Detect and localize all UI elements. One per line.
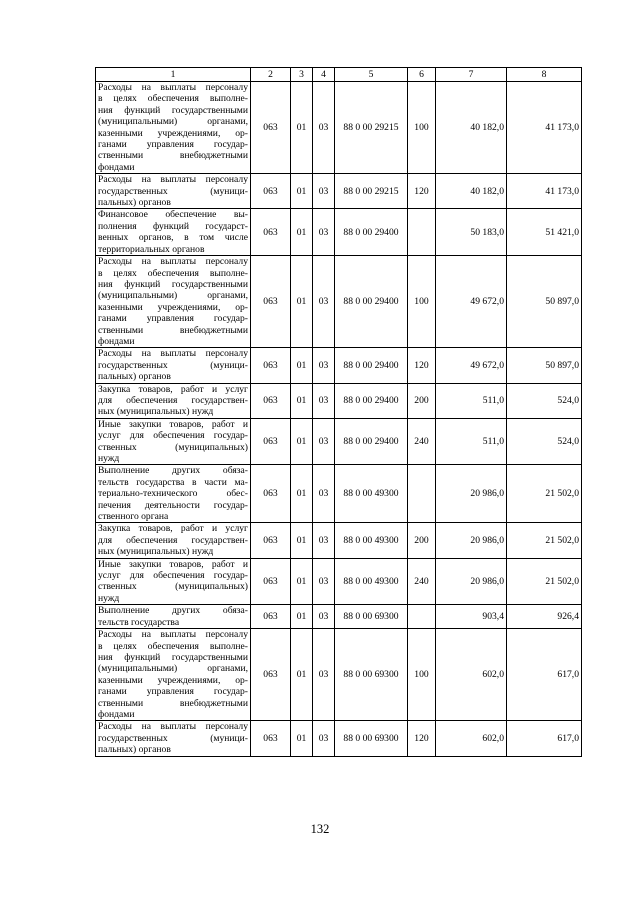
dept-code-cell: 063 (251, 209, 291, 256)
description-line: территориальных органов (98, 243, 205, 255)
subsection-code-cell: 03 (313, 629, 335, 721)
section-code-cell: 01 (291, 209, 313, 256)
dept-code-cell: 063 (251, 174, 291, 209)
description-cell (96, 523, 251, 558)
target-article-cell: 88 0 00 29400 (335, 418, 408, 465)
section-code-cell: 01 (291, 383, 313, 418)
description-line: Иные закупки товаров, работ и (98, 558, 248, 570)
amount-year2-cell: 926,4 (507, 605, 582, 629)
column-header: 1 (96, 68, 251, 82)
expense-type-cell: 100 (408, 629, 436, 721)
description-line: Закупка товаров, работ и услуг (98, 383, 248, 395)
dept-code-cell: 063 (251, 558, 291, 605)
amount-year2-cell: 51 421,0 (507, 209, 582, 256)
target-article-cell: 88 0 00 29400 (335, 256, 408, 348)
description-line: в целях обеспечения выполне- (98, 93, 248, 105)
amount-year2-cell: 41 173,0 (507, 174, 582, 209)
table-row (96, 174, 582, 209)
amount-year1-cell: 49 672,0 (436, 256, 507, 348)
expense-type-cell: 200 (408, 523, 436, 558)
description-line: Закупка товаров, работ и услуг (98, 523, 248, 535)
description-line: ных (муниципальных) нужд (98, 406, 214, 418)
description-line: для обеспечения государствен- (98, 394, 248, 406)
description-line: пальных) органов (98, 744, 171, 756)
description-line: Финансовое обеспечение вы- (98, 209, 248, 221)
amount-year2-cell: 617,0 (507, 629, 582, 721)
description-cell (96, 383, 251, 418)
description-line: Выполнение других обяза- (98, 605, 248, 617)
section-code-cell: 01 (291, 82, 313, 174)
description-cell (96, 348, 251, 383)
amount-year1-cell: 511,0 (436, 383, 507, 418)
section-code-cell: 01 (291, 558, 313, 605)
target-article-cell: 88 0 00 29400 (335, 383, 408, 418)
section-code-cell: 01 (291, 348, 313, 383)
page-number: 132 (310, 822, 330, 836)
target-article-cell: 88 0 00 29400 (335, 209, 408, 256)
description-line: тельств государства в части ма- (98, 476, 248, 488)
amount-year1-cell: 49 672,0 (436, 348, 507, 383)
table-row (96, 348, 582, 383)
description-cell (96, 209, 251, 256)
column-header: 3 (291, 68, 313, 82)
table-row (96, 629, 582, 721)
subsection-code-cell: 03 (313, 523, 335, 558)
column-header: 2 (251, 68, 291, 82)
dept-code-cell: 063 (251, 465, 291, 523)
description-line: ственными внебюджетными (98, 324, 248, 336)
description-line: казенными учреждениями, ор- (98, 674, 248, 686)
amount-year1-cell: 50 183,0 (436, 209, 507, 256)
subsection-code-cell: 03 (313, 383, 335, 418)
amount-year2-cell: 21 502,0 (507, 465, 582, 523)
expense-type-cell: 120 (408, 348, 436, 383)
section-code-cell: 01 (291, 721, 313, 756)
description-line: полнения функций государст- (98, 220, 248, 232)
amount-year1-cell: 40 182,0 (436, 174, 507, 209)
amount-year2-cell: 50 897,0 (507, 256, 582, 348)
target-article-cell: 88 0 00 49300 (335, 465, 408, 523)
description-line: тельств государства (98, 616, 180, 628)
expense-type-cell (408, 605, 436, 629)
description-line: в целях обеспечения выполне- (98, 640, 248, 652)
description-cell (96, 629, 251, 721)
description-cell (96, 82, 251, 174)
subsection-code-cell: 03 (313, 418, 335, 465)
dept-code-cell: 063 (251, 629, 291, 721)
section-code-cell: 01 (291, 418, 313, 465)
description-line: нужд (98, 453, 120, 464)
subsection-code-cell: 03 (313, 82, 335, 174)
amount-year1-cell: 20 986,0 (436, 465, 507, 523)
description-line: ных (муниципальных) нужд (98, 546, 214, 558)
description-line: Иные закупки товаров, работ и (98, 418, 248, 430)
description-line: услуг для обеспечения государ- (98, 430, 248, 442)
section-code-cell: 01 (291, 629, 313, 721)
column-header: 4 (313, 68, 335, 82)
target-article-cell: 88 0 00 49300 (335, 523, 408, 558)
description-line: венных органов, в том числе (98, 232, 248, 244)
amount-year2-cell: 21 502,0 (507, 558, 582, 605)
budget-table (95, 67, 582, 757)
description-line: ния функций государственными (98, 651, 248, 663)
description-cell (96, 256, 251, 348)
description-line: фондами (98, 161, 135, 173)
dept-code-cell: 063 (251, 523, 291, 558)
expense-type-cell: 100 (408, 82, 436, 174)
description-line: ганами управления государ- (98, 313, 248, 325)
subsection-code-cell: 03 (313, 256, 335, 348)
description-line: ственными внебюджетными (98, 150, 248, 162)
description-line: Расходы на выплаты персоналу (98, 721, 248, 733)
description-line: ния функций государственными (98, 104, 248, 116)
description-line: услуг для обеспечения государ- (98, 570, 248, 582)
table-row (96, 605, 582, 629)
table-row (96, 465, 582, 523)
table-row (96, 383, 582, 418)
description-line: пальных) органов (98, 371, 171, 383)
description-cell (96, 465, 251, 523)
description-line: Расходы на выплаты персоналу (98, 82, 248, 93)
expense-type-cell: 120 (408, 174, 436, 209)
description-line: ния функций государственными (98, 278, 248, 290)
amount-year1-cell: 602,0 (436, 629, 507, 721)
dept-code-cell: 063 (251, 348, 291, 383)
section-code-cell: 01 (291, 523, 313, 558)
table-row (96, 721, 582, 756)
amount-year2-cell: 617,0 (507, 721, 582, 756)
description-line: Расходы на выплаты персоналу (98, 629, 248, 641)
subsection-code-cell: 03 (313, 605, 335, 629)
expense-type-cell (408, 209, 436, 256)
description-line: казенными учреждениями, ор- (98, 301, 248, 313)
description-cell (96, 605, 251, 629)
description-line: фондами (98, 708, 135, 720)
expense-type-cell: 120 (408, 721, 436, 756)
target-article-cell: 88 0 00 29215 (335, 174, 408, 209)
table-row (96, 209, 582, 256)
dept-code-cell: 063 (251, 82, 291, 174)
description-line: в целях обеспечения выполне- (98, 267, 248, 279)
subsection-code-cell: 03 (313, 209, 335, 256)
amount-year2-cell: 41 173,0 (507, 82, 582, 174)
table-row (96, 82, 582, 174)
amount-year1-cell: 511,0 (436, 418, 507, 465)
description-line: нужд (98, 592, 120, 604)
dept-code-cell: 063 (251, 721, 291, 756)
target-article-cell: 88 0 00 29215 (335, 82, 408, 174)
description-line: териально-технического обес- (98, 488, 248, 500)
subsection-code-cell: 03 (313, 348, 335, 383)
target-article-cell: 88 0 00 69300 (335, 629, 408, 721)
column-header: 7 (436, 68, 507, 82)
description-line: печения деятельности государ- (98, 499, 248, 511)
section-code-cell: 01 (291, 605, 313, 629)
amount-year1-cell: 602,0 (436, 721, 507, 756)
description-line: государственных (муници- (98, 359, 248, 371)
column-header: 5 (335, 68, 408, 82)
subsection-code-cell: 03 (313, 558, 335, 605)
target-article-cell: 88 0 00 69300 (335, 721, 408, 756)
description-cell (96, 174, 251, 209)
description-line: для обеспечения государствен- (98, 534, 248, 546)
expense-type-cell (408, 465, 436, 523)
amount-year1-cell: 903,4 (436, 605, 507, 629)
description-line: (муниципальными) органами, (98, 116, 248, 128)
subsection-code-cell: 03 (313, 465, 335, 523)
subsection-code-cell: 03 (313, 721, 335, 756)
target-article-cell: 88 0 00 29400 (335, 348, 408, 383)
description-cell (96, 418, 251, 465)
description-line: Выполнение других обяза- (98, 465, 248, 477)
description-line: государственных (муници- (98, 185, 248, 197)
target-article-cell: 88 0 00 69300 (335, 605, 408, 629)
description-line: Расходы на выплаты персоналу (98, 256, 248, 268)
amount-year2-cell: 50 897,0 (507, 348, 582, 383)
section-code-cell: 01 (291, 256, 313, 348)
description-line: пальных) органов (98, 197, 171, 209)
description-line: ственного органа (98, 511, 169, 523)
expense-type-cell: 100 (408, 256, 436, 348)
dept-code-cell: 063 (251, 383, 291, 418)
description-line: ганами управления государ- (98, 686, 248, 698)
description-line: Расходы на выплаты персоналу (98, 348, 248, 360)
dept-code-cell: 063 (251, 605, 291, 629)
amount-year2-cell: 21 502,0 (507, 523, 582, 558)
description-line: (муниципальными) органами, (98, 290, 248, 302)
description-line: государственных (муници- (98, 732, 248, 744)
column-header: 6 (408, 68, 436, 82)
expense-type-cell: 200 (408, 383, 436, 418)
description-line: фондами (98, 335, 135, 347)
description-cell (96, 721, 251, 756)
section-code-cell: 01 (291, 174, 313, 209)
dept-code-cell: 063 (251, 256, 291, 348)
table-row (96, 256, 582, 348)
target-article-cell: 88 0 00 49300 (335, 558, 408, 605)
table-row (96, 523, 582, 558)
description-line: ственных (муниципальных) (98, 441, 248, 453)
amount-year1-cell: 20 986,0 (436, 558, 507, 605)
description-line: Расходы на выплаты персоналу (98, 174, 248, 186)
section-code-cell: 01 (291, 465, 313, 523)
description-line: казенными учреждениями, ор- (98, 127, 248, 139)
amount-year1-cell: 40 182,0 (436, 82, 507, 174)
description-cell (96, 558, 251, 605)
description-line: (муниципальными) органами, (98, 663, 248, 675)
dept-code-cell: 063 (251, 418, 291, 465)
expense-type-cell: 240 (408, 418, 436, 465)
table-row (96, 418, 582, 465)
description-line: ственных (муниципальных) (98, 581, 248, 593)
column-header: 8 (507, 68, 582, 82)
amount-year1-cell: 20 986,0 (436, 523, 507, 558)
header-row (96, 68, 582, 82)
table-body (96, 82, 582, 757)
amount-year2-cell: 524,0 (507, 383, 582, 418)
table-row (96, 558, 582, 605)
expense-type-cell: 240 (408, 558, 436, 605)
subsection-code-cell: 03 (313, 174, 335, 209)
description-line: ственными внебюджетными (98, 697, 248, 709)
amount-year2-cell: 524,0 (507, 418, 582, 465)
description-line: ганами управления государ- (98, 139, 248, 151)
